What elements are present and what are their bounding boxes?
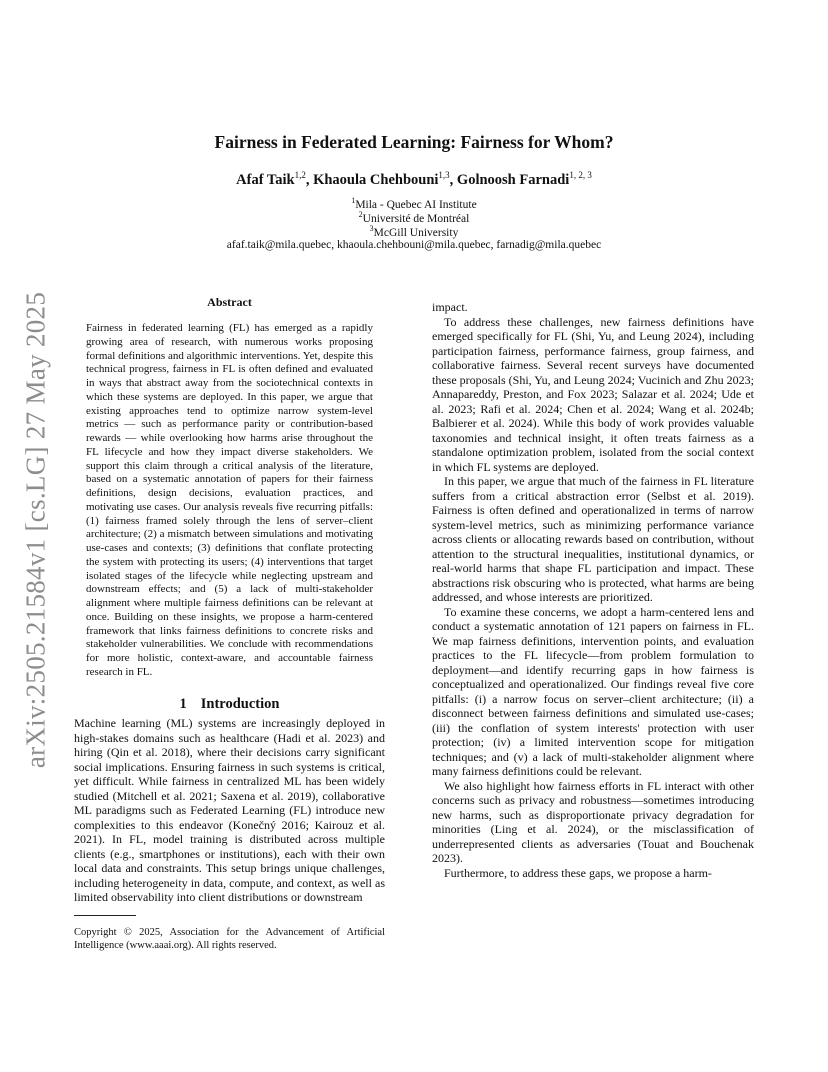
author-affiliation-marker: 1,3: [438, 170, 450, 180]
affiliation-marker: 3: [369, 224, 374, 233]
right-column-body: [432, 300, 754, 880]
author-name: Afaf Taik: [236, 171, 295, 188]
arxiv-identifier: arXiv:2505.21584v1 [cs.LG] 27 May 2025: [20, 291, 51, 769]
affiliation-name: Mila - Quebec AI Institute: [355, 198, 477, 211]
abstract-text: Fairness in federated learning (FL) has emerged as a rapidly growing area of research, with numerous works proposing formal definitions and algorithmic interventions. Yet, despite this technical progress, fairness in FL is often defined and evaluated in ways that abstract away from the sociotechnical contexts in which these systems are deployed. In this paper, we argue that existing approaches tend to optimize narrow system-level metrics — such as performance parity or contribution-based rewards — while overlooking how harms arise throughout the FL lifecycle and how they impact diverse stakeholders. We support this claim through a critical analysis of the literature, based on a systematic annotation of papers for their fairness definitions, design decisions, evaluation practices, and motivating use cases. Our analysis reveals five recurring pitfalls: (1) fairness framed solely through the lens of server–client architecture; (2) a mismatch between simulations and motivating use-cases and contexts; (3) definitions that conflate protecting the system with protecting its users; (4) interventions that target isolated stages of the lifecycle while neglecting upstream and downstream effects; and (5) a lack of multi-stakeholder alignment where multiple fairness definitions can be relevant at once. Building on these insights, we propose a harm-centered framework that links fairness definitions to concrete risks and stakeholder vulnerabilities. We conclude with recommendations for more holistic, context-aware, and accountable fairness research in FL.: [86, 322, 373, 678]
author-emails: afaf.taik@mila.quebec, khaoula.chehbouni@mila.quebec, farnadig@mila.quebec: [226, 239, 602, 251]
paragraph: We also highlight how fairness efforts in FL interact with other concerns such as privacy and robustness—sometimes introducing new harms, such as disproportionate privacy degradation for minorities (Ling et al. 2024), or the misclassification of underrepresented clients as adversaries (Touat and Bouchenak 2023).: [432, 778, 754, 865]
affiliation-name: Université de Montréal: [362, 212, 470, 225]
affiliation-marker: 1: [351, 196, 356, 205]
paragraph-continuation: impact.: [432, 300, 468, 314]
paper-title: Fairness in Federated Learning: Fairness for Whom?: [214, 132, 614, 152]
affiliation-marker: 2: [358, 210, 363, 219]
author-name: Golnoosh Farnadi: [456, 171, 570, 188]
paragraph: To examine these concerns, we adopt a harm-centered lens and conduct a systematic annotation of 121 papers on fairness in FL. We map fairness definitions, intervention points, and evaluation practices to the FL lifecycle—from problem formulation to deployment—and identify recurring gaps in how fairness is conceptualized and operationalized. Our findings reveal five core pitfalls: (i) a narrow focus on server–client architecture; (ii) a disconnect between fairness definitions and simulated use-cases; (iii) the conflation of system interests' protection with user protection; (iv) a limited intervention scope for mitigation techniques; and (v) a lack of multi-stakeholder alignment where many fairness definitions could be relevant.: [432, 604, 754, 778]
paragraph: Machine learning (ML) systems are increasingly deployed in high-stakes domains such as healthcare (Hadi et al. 2023) and hiring (Qin et al. 2018), where their decisions carry significant social implications. Ensuring fairness in such systems is critical, yet difficult. While fairness in centralized ML has been widely studied (Mitchell et al. 2021; Saxena et al. 2019), collaborative ML paradigms such as Federated Learning (FL) introduce new complexities to this endeavor (Konečný 2016; Kairouz et al. 2021). In FL, model training is distributed across multiple clients (e.g., smartphones or institutions), each with their own local data and constraints. This setup brings unique challenges, including heterogeneity in data, compute, and context, as well as limited observability into client distributions or downstream: [74, 716, 385, 904]
section-heading-introduction: [74, 696, 385, 713]
paragraph: Furthermore, to address these gaps, we propose a harm-: [444, 865, 712, 880]
section-number: 1: [179, 696, 187, 712]
author-affiliation-marker: 1, 2, 3: [569, 170, 592, 180]
author-affiliation-marker: 1,2: [294, 170, 306, 180]
affiliation-name: McGill University: [373, 226, 459, 239]
author-name: Khaoula Chehbouni: [313, 171, 439, 188]
arxiv-sidebar-stamp: [8, 291, 64, 769]
section-title: Introduction: [200, 696, 280, 712]
footnote-rule: [74, 915, 136, 916]
left-column-body: [74, 716, 385, 905]
paragraph: In this paper, we argue that much of the fairness in FL literature suffers from a critical abstraction error (Selbst et al. 2019). Fairness is often defined and operationalized in terms of narrow system-level metrics, such as minimizing performance variance across clients or allocating rewards based on contribution, without attention to the structural inequalities, institutional dynamics, or real-world harms that shape FL participation and impact. These abstractions risk obscuring who is protected, what harms are being addressed, and whose interests are prioritized.: [432, 474, 754, 604]
author-list: Afaf Taik$^{1,2}$, Khaoula Chehbouni$^{1,3}$, Golnoosh Farnadi$^{1, 2, 3}$: [236, 170, 592, 188]
paragraph: To address these challenges, new fairness definitions have emerged specifically for FL (Shi, Yu, and Leung 2024), including participation fairness, performance fairness, group fairness, and collaborative fairness. Several recent surveys have documented these proposals (Shi, Yu, and Leung 2024; Vucinich and Zhu 2023; Annapareddy, Preston, and Fox 2023; Salazar et al. 2024; Ude et al. 2023; Rafi et al. 2024; Chen et al. 2024; Wang et al. 2024b; Balbierer et al. 2024). While this body of work provides valuable taxonomies and technical insight, it often treats fairness as a standalone optimization problem, isolated from the social context in which FL systems are deployed.: [432, 314, 754, 474]
copyright-footnote: Copyright © 2025, Association for the Advancement of Artificial Intelligence (www.aaai.org). All rights reserved.: [74, 927, 385, 951]
abstract-heading: Abstract: [207, 295, 252, 309]
